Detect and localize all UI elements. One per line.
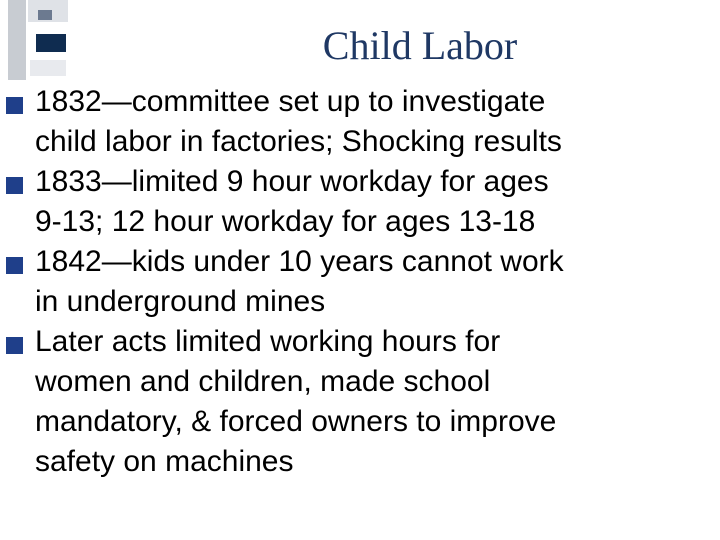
bullet-line: Later acts limited working hours for [35,325,501,358]
square-bullet-icon [6,257,23,274]
slide-title: Child Labor [322,23,518,68]
square-bullet-icon [6,337,23,354]
bullet-1842 [0,242,720,322]
bullet-line: mandatory, & forced owners to improve [35,405,557,438]
bullet-later-acts [0,322,720,482]
bullet-line: 9-13; 12 hour workday for ages 13-18 [35,205,536,238]
bullet-line: 1842—kids under 10 years cannot work [35,245,564,278]
bullet-line: 1833—limited 9 hour workday for ages [35,165,549,198]
bullet-1833 [0,162,720,242]
bullet-line: in underground mines [35,285,326,318]
square-bullet-icon [6,97,23,114]
bullet-line: women and children, made school [35,365,491,398]
bullet-1832 [0,82,720,162]
slide-decoration [0,0,72,80]
bullet-line: child labor in factories; Shocking results [35,125,562,158]
bullet-list [0,82,720,482]
bullet-line: safety on machines [35,445,294,478]
square-bullet-icon [6,177,23,194]
bullet-line: 1832—committee set up to investigate [35,85,546,118]
